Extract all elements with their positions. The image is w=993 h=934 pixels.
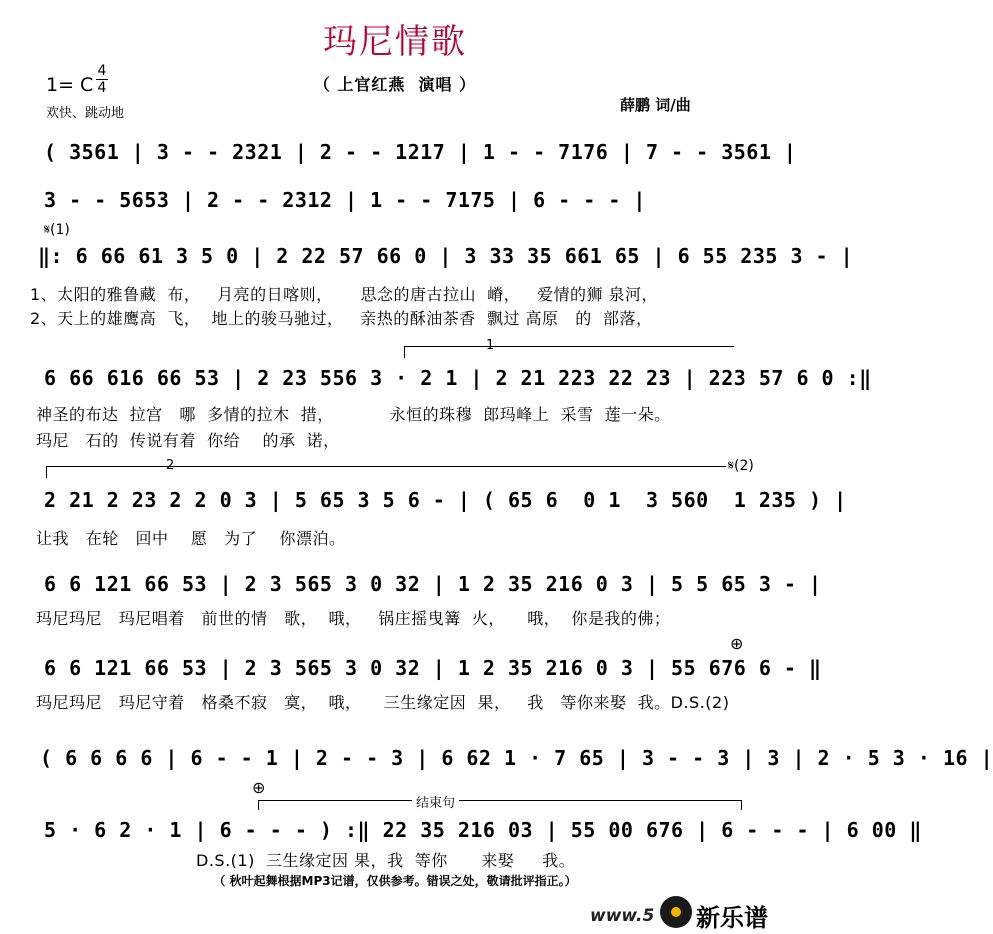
- ending-bracket-left-tick: [258, 800, 259, 810]
- coda-sign-1: ⊕: [730, 634, 744, 653]
- notation-row-9: 5 · 6 2 · 1 | 6 - - - ) :‖ 22 35 216 03 | 55 00 676 | 6 - - - | 6 00 ‖: [44, 818, 922, 842]
- transcription-note: （ 秋叶起舞根据MP3记谱，仅供参考。错误之处，敬请批评指正。）: [213, 874, 577, 888]
- segno-sign-1: 𝄋(1): [44, 222, 70, 238]
- segno-sign-2: 𝄋(2): [728, 458, 754, 474]
- lyrics-row-9: D.S.(1) 三生缘定因 果，我 等你 来娶 我。: [196, 851, 576, 870]
- volta-1-bracket: [404, 346, 734, 347]
- volta-1-tick: [404, 346, 405, 358]
- time-top: 4: [97, 63, 107, 79]
- lyrics-row-7: 玛尼玛尼 玛尼守着 格桑不寂 寞， 哦， 三生缘定因 果， 我 等你来娶 我。D.S.(2): [36, 693, 730, 712]
- lyrics-row-5: 让我 在轮 回中 愿 为了 你漂泊。: [36, 529, 346, 548]
- notation-row-3: ‖: 6 66 61 3 5 0 | 2 22 57 66 0 | 3 33 35 661 65 | 6 55 235 3 - |: [38, 244, 854, 268]
- author-credit: 薛鹏 词/曲: [620, 96, 691, 114]
- notation-row-5: 2 21 2 23 2 2 0 3 | 5 65 3 5 6 - | ( 65 6 0 1 3 560 1 235 ) |: [44, 488, 847, 512]
- lyrics-row-3-verse-1: 1、太阳的雅鲁藏 布， 月亮的日喀则， 思念的唐古拉山 嵴， 爱情的狮 泉河，: [30, 285, 659, 304]
- coda-sign-2: ⊕: [252, 778, 266, 797]
- performer-subtitle: （ 上官红燕 演唱 ）: [313, 75, 477, 94]
- website-watermark: www.5: [590, 906, 655, 926]
- lyrics-row-4-verse-2: 玛尼 石的 传说有着 你给 的承 诺，: [36, 431, 340, 450]
- volta-2-tick: [46, 466, 47, 478]
- volta-2-label: 2: [166, 458, 175, 473]
- site-logo-text: 新乐谱: [696, 904, 768, 932]
- notation-row-4: 6 66 616 66 53 | 2 23 556 3 · 2 1 | 2 21 223 22 23 | 223 57 6 0 :‖: [44, 366, 872, 390]
- time-signature: [96, 64, 108, 95]
- lyrics-row-3-verse-2: 2、天上的雄鹰高 飞， 地上的骏马驰过， 亲热的酥油茶香 飘过 高原 的 部落，: [30, 309, 653, 328]
- record-logo-icon: [660, 896, 692, 928]
- notation-row-7: 6 6 121 66 53 | 2 3 565 3 0 32 | 1 2 35 216 0 3 | 55 676 6 - ‖: [44, 656, 822, 680]
- notation-row-1: ( 3561 | 3 - - 2321 | 2 - - 1217 | 1 - - 7176 | 7 - - 3561 |: [44, 140, 797, 164]
- notation-row-8: ( 6 6 6 6 | 6 - - 1 | 2 - - 3 | 6 62 1 · 7 65 | 3 - - 3 | 3 | 2 · 5 3 · 16 |: [40, 746, 993, 770]
- volta-2-bracket: [46, 466, 726, 467]
- key-signature: 1= C: [46, 74, 94, 96]
- notation-row-2: 3 - - 5653 | 2 - - 2312 | 1 - - 7175 | 6 - - - |: [44, 188, 646, 212]
- ending-bracket-right-tick: [741, 800, 742, 810]
- ending-label: 结束句: [412, 792, 459, 811]
- ending-bracket: [258, 800, 742, 801]
- lyrics-row-4-verse-1: 神圣的布达 拉宫 哪 多情的拉木 措， 永恒的珠穆 郎玛峰上 采雪 莲一朵。: [36, 405, 671, 424]
- time-bottom: 4: [97, 80, 107, 96]
- lyrics-row-6: 玛尼玛尼 玛尼唱着 前世的情 歌， 哦， 锅庄摇曳篝 火， 哦， 你是我的佛；: [36, 609, 671, 628]
- tempo-marking: 欢快、跳动地: [46, 106, 125, 121]
- song-title: 玛尼情歌: [323, 22, 467, 62]
- notation-row-6: 6 6 121 66 53 | 2 3 565 3 0 32 | 1 2 35 216 0 3 | 5 5 65 3 - |: [44, 572, 822, 596]
- volta-1-label: 1: [486, 338, 495, 353]
